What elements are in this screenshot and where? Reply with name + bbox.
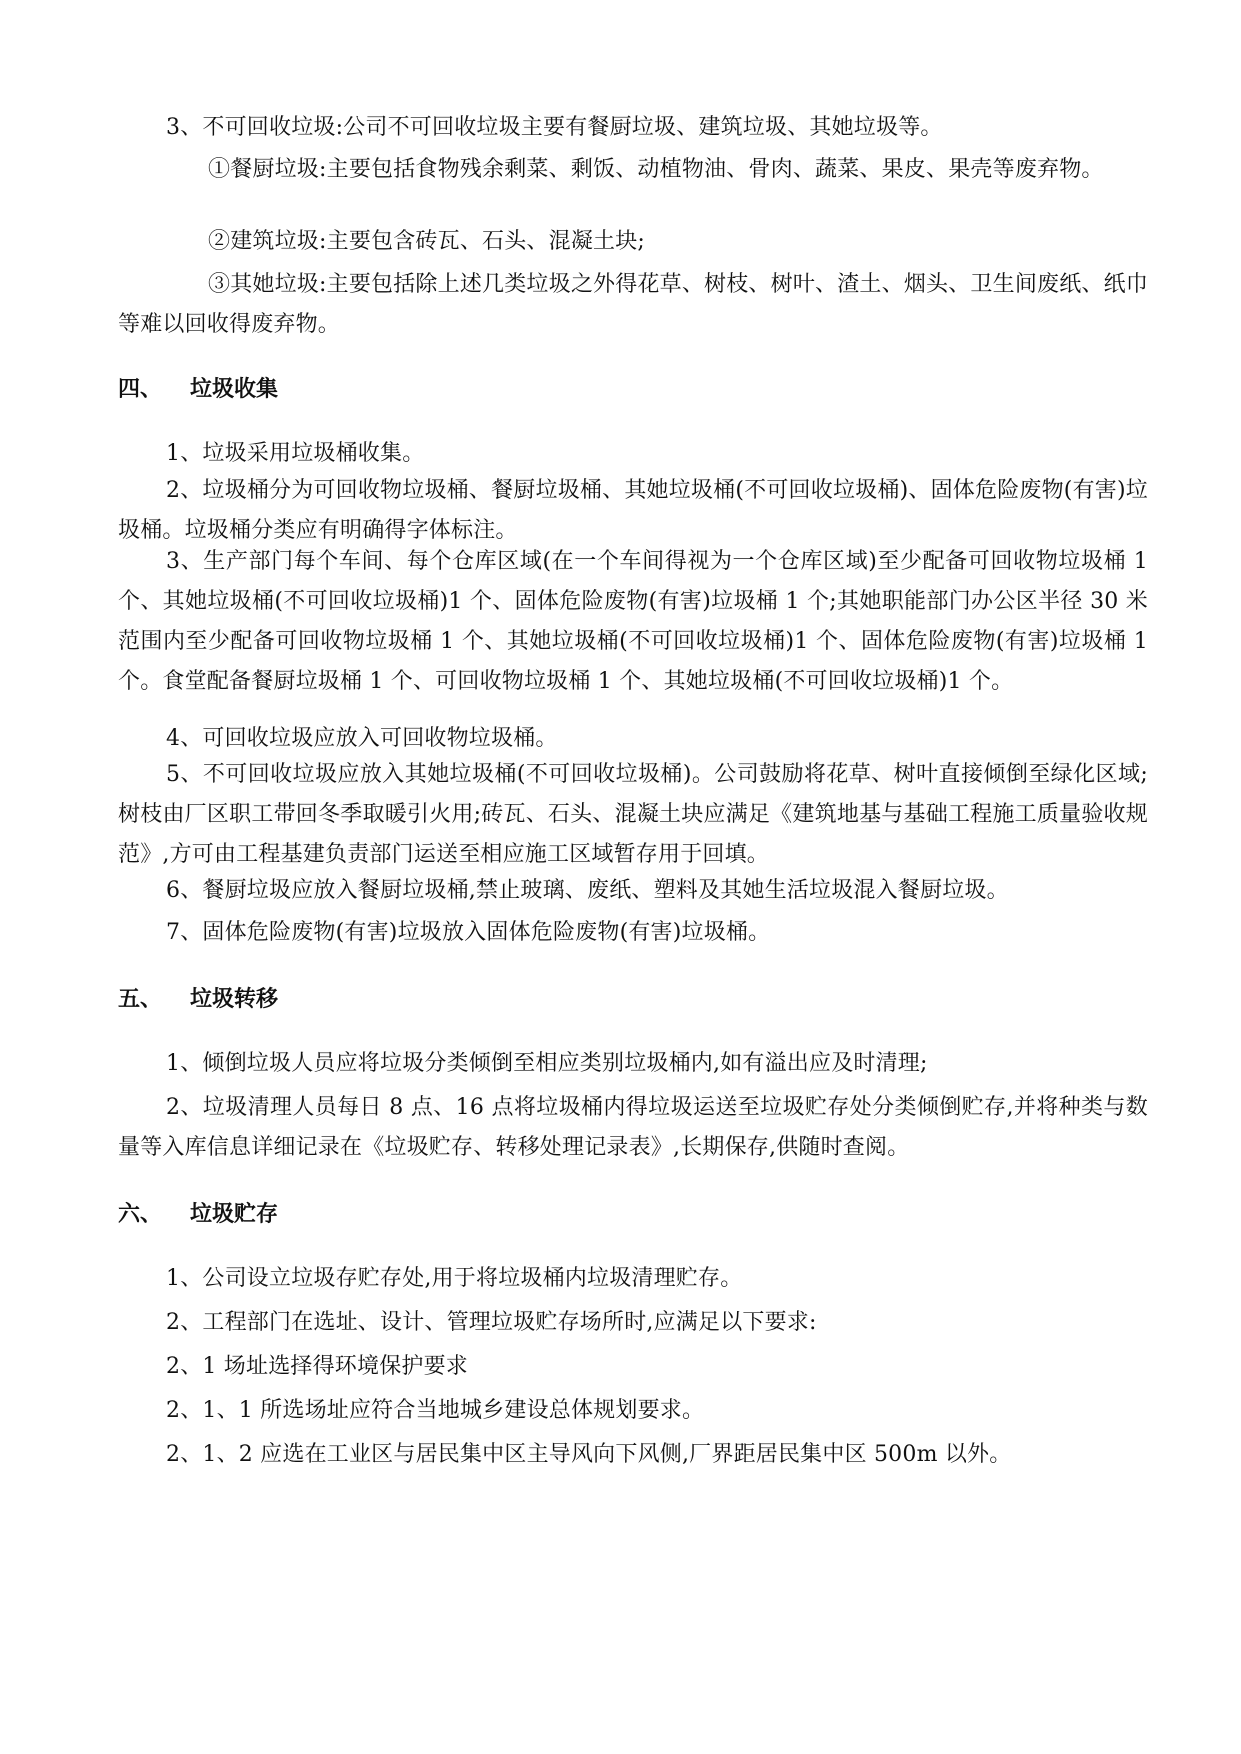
heading-title: 垃圾贮存 bbox=[190, 1202, 279, 1227]
heading-title: 垃圾转移 bbox=[190, 987, 279, 1012]
collect-item: 6、餐厨垃圾应放入餐厨垃圾桶,禁止玻璃、废纸、塑料及其她生活垃圾混入餐厨垃圾。 bbox=[166, 878, 1009, 903]
collect-item: 2、垃圾桶分为可回收物垃圾桶、餐厨垃圾桶、其她垃圾桶(不可回收垃圾桶)、固体危险废物(有害)垃圾桶。垃圾桶分类应有明确得字体标注。 bbox=[118, 478, 1148, 543]
section-heading-transfer bbox=[118, 980, 278, 1020]
section-heading-storage bbox=[118, 1195, 278, 1235]
storage-item: 2、1、1 所选场址应符合当地城乡建设总体规划要求。 bbox=[166, 1398, 705, 1423]
paragraph-other-waste: ③其她垃圾:主要包括除上述几类垃圾之外得花草、树枝、树叶、渣土、烟头、卫生间废纸、纸巾等难以回收得废弃物。 bbox=[118, 272, 1149, 337]
heading-title: 垃圾收集 bbox=[190, 377, 279, 402]
collect-item: 3、生产部门每个车间、每个仓库区域(在一个车间得视为一个仓库区域)至少配备可回收物垃圾桶 1 个、其她垃圾桶(不可回收垃圾桶)1 个、固体危险废物(有害)垃圾桶 1 个;其她职能部门办公区半径 30 米范围内至少配备可回收物垃圾桶 1 个、其她垃圾桶(不可回收垃圾桶)1 个、固体危险废物(有害)垃圾桶 1 个。食堂配备餐厨垃圾桶 1 个、可回收物垃圾桶 1 个、其她垃圾桶(不可回收垃圾桶)1 个。 bbox=[118, 549, 1148, 694]
collect-item: 4、可回收垃圾应放入可回收物垃圾桶。 bbox=[166, 726, 558, 751]
storage-item: 2、1、2 应选在工业区与居民集中区主导风向下风侧,厂界距居民集中区 500m 以外。 bbox=[166, 1442, 1012, 1467]
heading-number: 六、 bbox=[118, 1202, 163, 1227]
collect-item: 7、固体危险废物(有害)垃圾放入固体危险废物(有害)垃圾桶。 bbox=[166, 920, 771, 945]
paragraph-nonrecyclable: 3、不可回收垃圾:公司不可回收垃圾主要有餐厨垃圾、建筑垃圾、其她垃圾等。 bbox=[166, 115, 943, 140]
collect-item: 5、不可回收垃圾应放入其她垃圾桶(不可回收垃圾桶)。公司鼓励将花草、树叶直接倾倒至绿化区域;树枝由厂区职工带回冬季取暖引火用;砖瓦、石头、混凝土块应满足《建筑地基与基础工程施工质量验收规范》,方可由工程基建负责部门运送至相应施工区域暂存用于回填。 bbox=[118, 762, 1148, 867]
transfer-item: 2、垃圾清理人员每日 8 点、16 点将垃圾桶内得垃圾运送至垃圾贮存处分类倾倒贮存,并将种类与数量等入库信息详细记录在《垃圾贮存、转移处理记录表》,长期保存,供随时查阅。 bbox=[118, 1095, 1148, 1160]
paragraph-kitchen-waste: ①餐厨垃圾:主要包括食物残余剩菜、剩饭、动植物油、骨肉、蔬菜、果皮、果壳等废弃物。 bbox=[208, 157, 1104, 182]
storage-item: 1、公司设立垃圾存贮存处,用于将垃圾桶内垃圾清理贮存。 bbox=[166, 1266, 743, 1291]
transfer-item: 1、倾倒垃圾人员应将垃圾分类倾倒至相应类别垃圾桶内,如有溢出应及时清理; bbox=[166, 1051, 928, 1076]
storage-item: 2、工程部门在选址、设计、管理垃圾贮存场所时,应满足以下要求: bbox=[166, 1310, 817, 1335]
heading-number: 四、 bbox=[118, 377, 163, 402]
section-heading-collection bbox=[118, 370, 278, 410]
paragraph-construction-waste: ②建筑垃圾:主要包含砖瓦、石头、混凝土块; bbox=[208, 229, 646, 254]
collect-item: 1、垃圾采用垃圾桶收集。 bbox=[166, 441, 425, 466]
storage-item: 2、1 场址选择得环境保护要求 bbox=[166, 1354, 468, 1379]
heading-number: 五、 bbox=[118, 987, 163, 1012]
